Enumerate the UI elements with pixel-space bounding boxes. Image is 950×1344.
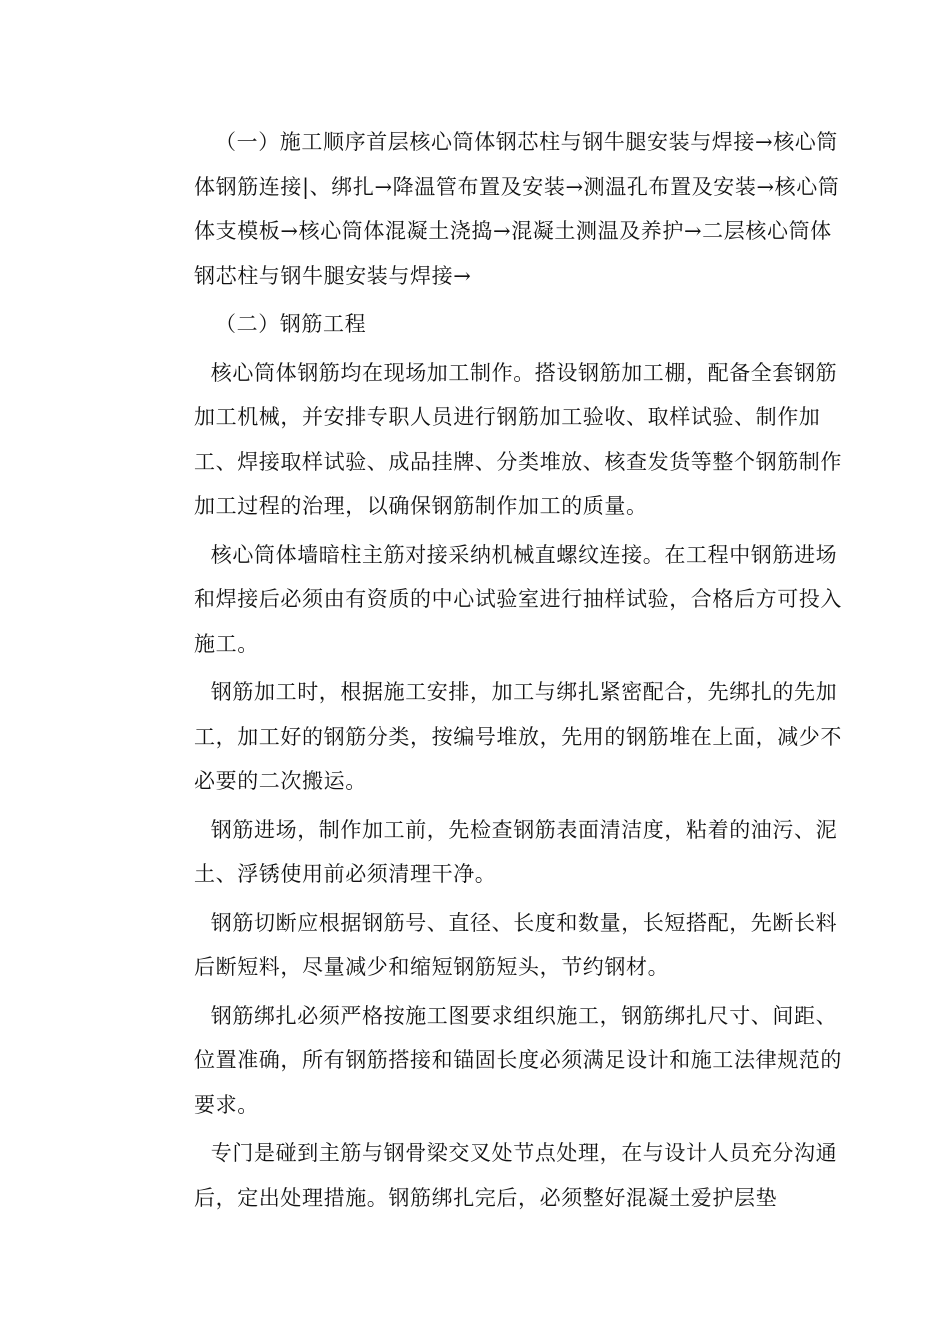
paragraph-node-treatment: 专门是碰到主筋与钢骨梁交叉处节点处理，在与设计人员充分沟通后，定出处理措施。钢筋绑扎完后，必须整好混凝土爱护层垫 xyxy=(194,1141,838,1210)
paragraph-rebar-connection: 核心筒体墙暗柱主筋对接采纳机械直螺纹连接。在工程中钢筋进场和焊接后必须由有资质的中心试验室进行抽样试验，合格后方可投入施工。 xyxy=(194,542,842,656)
section-heading-rebar-works: （二）钢筋工程 xyxy=(215,312,367,336)
paragraph-construction-sequence: （一）施工顺序首层核心筒体钢芯柱与钢牛腿安装与焊接→核心筒体钢筋连接|、绑扎→降温管布置及安装→测温孔布置及安装→核心筒体支模板→核心筒体混凝土浇捣→混凝土测温及养护→二层核心筒体钢芯柱与钢牛腿安装与焊接→ xyxy=(194,130,840,288)
paragraph-rebar-processing: 钢筋加工时，根据施工安排，加工与绑扎紧密配合，先绑扎的先加工，加工好的钢筋分类，按编号堆放，先用的钢筋堆在上面，减少不必要的二次搬运。 xyxy=(194,680,842,793)
paragraph-rebar-fabrication: 核心筒体钢筋均在现场加工制作。搭设钢筋加工棚，配备全套钢筋加工机械，并安排专职人员进行钢筋加工验收、取样试验、制作加工、焊接取样试验、成品挂牌、分类堆放、核查发货等整个钢筋制作加工过程的治理，以确保钢筋制作加工的质量。 xyxy=(194,360,842,518)
paragraph-rebar-cutting: 钢筋切断应根据钢筋号、直径、长度和数量，长短搭配，先断长料后断短料，尽量减少和缩短钢筋短头，节约钢材。 xyxy=(194,910,838,979)
document-body xyxy=(194,120,842,1224)
paragraph-rebar-inspection: 钢筋进场，制作加工前，先检查钢筋表面清洁度，粘着的油污、泥土、浮锈使用前必须清理干净。 xyxy=(194,817,838,886)
paragraph-rebar-binding: 钢筋绑扎必须严格按施工图要求组织施工，钢筋绑扎尺寸、间距、位置准确，所有钢筋搭接和锚固长度必须满足设计和施工法律规范的要求。 xyxy=(194,1003,842,1117)
